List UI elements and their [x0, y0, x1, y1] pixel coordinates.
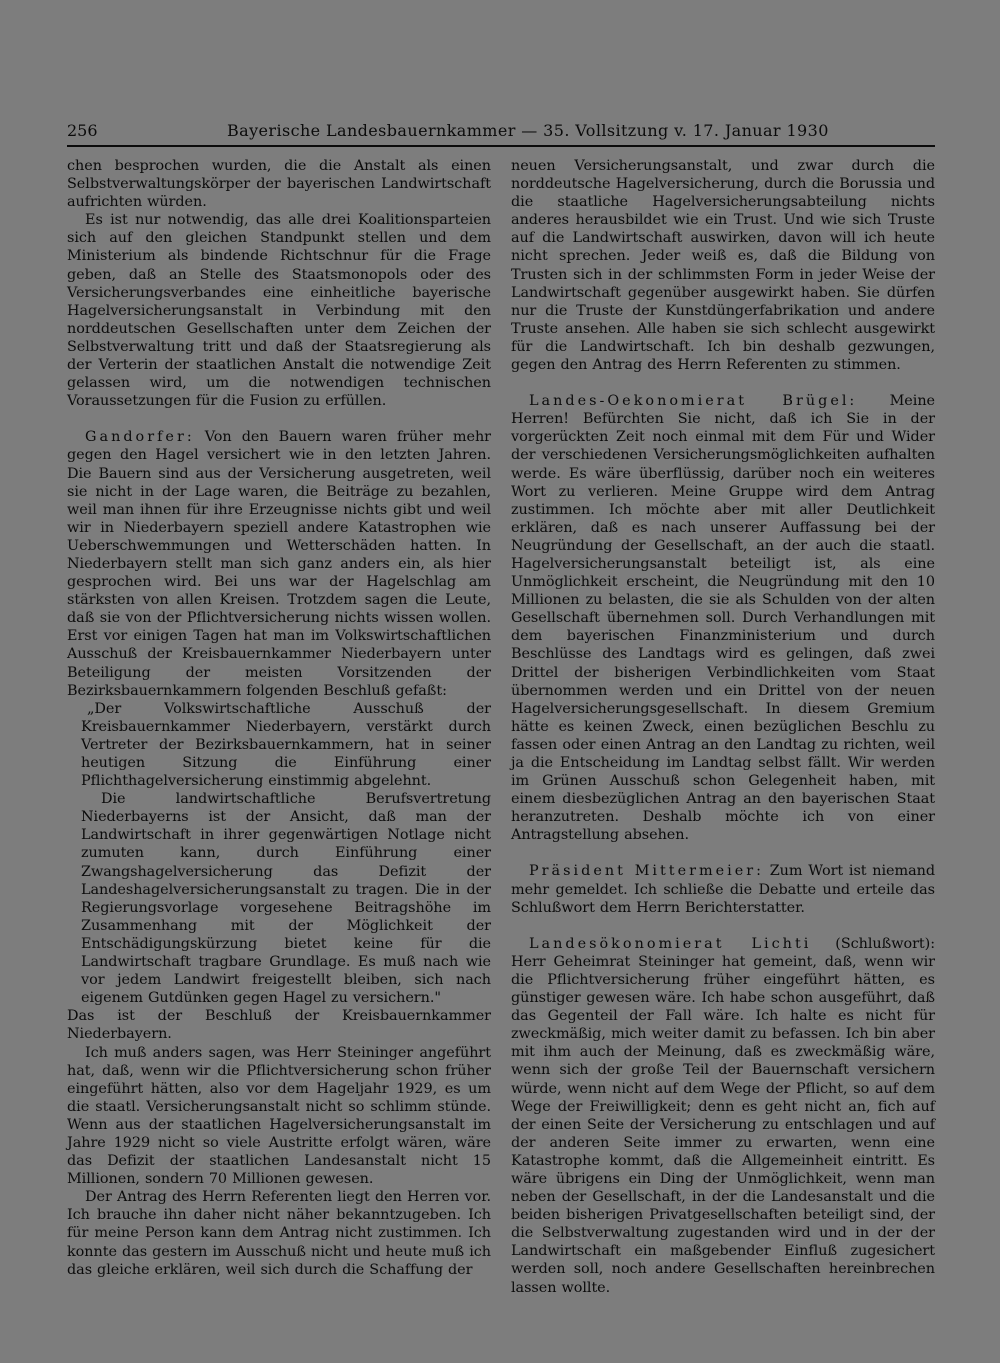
paragraph-text: chen besprochen wurden, die die Anstalt als einen Selbstverwaltungskörper der bayerischen Landwirtschaft aufrichten würden. — [67, 158, 491, 211]
speaker-name: Landes-Oekonomierat Brügel: — [529, 393, 858, 410]
paragraph-text: neuen Versicherungsanstalt, und zwar durch die norddeutsche Hagelversicherung, durch die Borussia und die staatliche Hagelversicherungsabteilung nichts anderes herausbildet wie ein Trust. Und wie sich Truste auf die Landwirtschaft auswirken, davon will ich heute nicht sprechen. Jeder weiß es, daß die Bildung von Trusten sich in der schlimmsten Form in jeder Weise der Landwirtschaft gegenüber ausgewirkt haben. Sie dürfen nur die Truste der Kunstdüngerfabrikation und andere Truste ansehen. Alle haben sie sich schlecht ausgewirkt für die Landwirtschaft. Ich bin deshalb gezwungen, gegen den Antrag des Herrn Referenten zu stimmen. — [511, 158, 935, 374]
page-number: 256 — [67, 121, 98, 140]
paragraph-text: Meine Herren! Befürchten Sie nicht, daß ich Sie in der vorgerückten Zeit noch einmal mit dem Für und Wider der verschiedenen Versicherungsmöglichkeiten aufhalten werde. Es wäre überflüssig, darüber noch ein weiteres Wort zu verlieren. Meine Gruppe wird dem Antrag zustimmen. Ich möchte aber mit aller Deutlichkeit erklären, daß es nach unserer Auffassung bei der Neugründung der Gesellschaft, an der auch die staatl. Hagelversicherungsanstalt beteiligt ist, als eine Unmöglichkeit erscheint, die Neugründung mit den 10 Millionen zu belasten, die sie als Schulden von der alten Gesellschaft übernehmen soll. Durch Verhandlungen mit dem bayerischen Finanzministerium und durch Beschlüsse des Landtags wird es gelingen, daß zwei Drittel der bisherigen Verbindlichkeiten vom Staat übernommen werden und ein Drittel von der neuen Hagelversicherungsgesellschaft. In diesem Gremium hätte es keinen Zweck, einen bezüglichen Beschlu zu fassen oder einen Antrag an den Landtag zu richten, weil ja die Entscheidung im Landtag selbst fällt. Wir werden im Grünen Ausschuß schon Gelegenheit haben, mit einem diesbezüglichen Antrag an den bayerischen Staat heranzutreten. Deshalb möchte ich von einer Antragstellung absehen. — [511, 393, 936, 844]
speech-paragraph — [511, 862, 935, 916]
speech-paragraph — [511, 392, 935, 844]
paragraph-text: Von den Bauern waren früher mehr gegen den Hagel versichert wie in den letzten Jahren. Die Bauern sind aus der Versicherung ausgetreten, weil sie nicht in der Lage waren, die Beiträge zu bezahlen, weil man ihnen für ihre Erzeugnisse nichts gibt und weil wir in Niederbayern speziell andere Katastrophen wie Ueberschwemmungen und Wetterschäden hatten. In Niederbayern stellt man sich ganz anders ein, als hier gesprochen wird. Bei uns war der Hagelschlag am stärksten von allen Kreisen. Trotzdem sagen die Leute, daß sie von der Pflichtversicherung nichts wissen wollen. Erst vor einigen Tagen hat man im Volkswirtschaftlichen Ausschuß der Kreisbauernkammer Niederbayern unter Beteiligung der meisten Vorsitzenden der Bezirksbauernkammern folgenden Beschluß gefaßt: — [67, 429, 491, 699]
running-title: Bayerische Landesbauernkammer — 35. Vollsitzung v. 17. Januar 1930 — [227, 121, 829, 140]
speaker-name: Gandorfer: — [85, 429, 195, 446]
paragraph-text: Die landwirtschaftliche Berufsvertretung Niederbayerns ist der Ansicht, daß man der Landwirtschaft in ihrer gegenwärtigen Notlage nicht zumuten kann, durch Einführung einer Zwangshagelversicherung das Defizit der Landeshagelversicherungsanstalt zu tragen. Die in der Regierungsvorlage vorgesehene Beitragshöhe im Zusammenhang mit der Möglichkeit der Entschädigungskürzung bietet keine für die Landwirtschaft tragbare Grundlage. Es muß nach wie vor jedem Landwirt freigestellt bleiben, sich nach eigenem Gutdünken gegen Hagel zu versichern." — [81, 791, 491, 1007]
right-column — [511, 157, 935, 1297]
paragraph — [67, 157, 491, 211]
paragraph-text: Ich muß anders sagen, was Herr Steininger angeführt hat, daß, wenn wir die Pflichtversicherung schon früher eingeführt hätten, also vor dem Hageljahr 1929, es um die staatl. Versicherungsanstalt nicht so schlimm stünde. Wenn aus der staatlichen Hagelversicherungsanstalt im Jahre 1929 nicht so viele Austritte erfolgt wären, wäre das Defizit der staatlichen Landesanstalt nicht 15 Millionen, sondern 70 Millionen gewesen. — [67, 1044, 491, 1188]
speech-paragraph — [511, 935, 935, 1297]
paragraph — [67, 1007, 491, 1043]
left-column — [67, 157, 491, 1279]
paragraph-text: „Der Volkswirtschaftliche Ausschuß der Kreisbauernkammer Niederbayern, verstärkt durch Vertreter der Bezirksbauernkammern, hat in seiner heutigen Sitzung die Einführung einer Pflichthagelversicherung einstimmig abgelehnt. — [81, 700, 491, 790]
speech-paragraph — [67, 428, 491, 699]
paragraph-text: Zum Wort ist niemand mehr gemeldet. Ich schließe die Debatte und erteile das Schlußwort dem Herrn Berichterstatter. — [511, 863, 935, 916]
paragraph — [67, 1044, 491, 1189]
speaker-name: Landesökonomierat Lichti — [529, 935, 812, 952]
paragraph — [67, 211, 491, 410]
quote-paragraph — [67, 700, 491, 790]
header-rule — [67, 145, 935, 147]
paragraph-text: Das ist der Beschluß der Kreisbauernkammer Niederbayern. — [67, 1008, 491, 1043]
speaker-name: Präsident Mittermeier: — [529, 863, 764, 880]
paragraph — [67, 1188, 491, 1278]
paragraph — [511, 157, 935, 374]
page-header — [67, 120, 935, 146]
paragraph-text: Es ist nur notwendig, das alle drei Koalitionsparteien sich auf den gleichen Standpunkt stellen und dem Ministerium als bindende Richtschnur für die Frage geben, daß an Stelle des Staatsmonopols oder des Versicherungsverbandes eine einheitliche bayerische Hagelversicherungsanstalt in Verbindung mit den norddeutschen Gesellschaften unter dem Zeichen der Selbstverwaltung tritt und daß der Staatsregierung als der Verterin der staatlichen Anstalt die notwendige Zeit gelassen wird, um die notwendigen technischen Voraussetzungen für die Fusion zu erfüllen. — [67, 212, 491, 410]
paragraph-text: (Schlußwort): Herr Geheimrat Steininger hat gemeint, daß, wenn wir die Pflichtversicherung früher eingeführt hätten, es günstiger gewesen wäre. Ich habe schon ausgeführt, daß das Gegenteil der Fall wäre. Ich halte es nicht für zweckmäßig, mich weiter damit zu befassen. Ich bin aber mit ihm auch der Meinung, daß es zweckmäßig wäre, wenn sich der große Teil der Bauernschaft versichern würde, wenn nicht auf dem Wege der Pflicht, so auf dem Wege der Freiwilligkeit; denn es geht nicht an, fich auf der einen Seite der Versicherung zu entschlagen und auf der anderen Seite immer zu erwarten, wenn eine Katastrophe kommt, daß die Allgemeinheit eintritt. Es wäre übrigens ein Ding der Unmöglichkeit, wenn man neben der Gesellschaft, in der die Landesanstalt und die beiden bisherigen Privatgesellschaften beteiligt sind, der die Selbstverwaltung zugestanden wird und in der der Landwirtschaft ein maßgebender Einfluß zugesichert werden soll, noch andere Gesellschaften hereinbrechen lassen wollte. — [511, 935, 936, 1296]
paragraph-text: Der Antrag des Herrn Referenten liegt den Herren vor. Ich brauche ihn daher nicht näher bekanntzugeben. Ich für meine Person kann dem Antrag nicht zustimmen. Ich konnte das gestern im Ausschuß nicht und heute muß ich das gleiche erklären, weil sich durch die Schaffung der — [67, 1189, 491, 1278]
quote-paragraph — [67, 790, 491, 1007]
